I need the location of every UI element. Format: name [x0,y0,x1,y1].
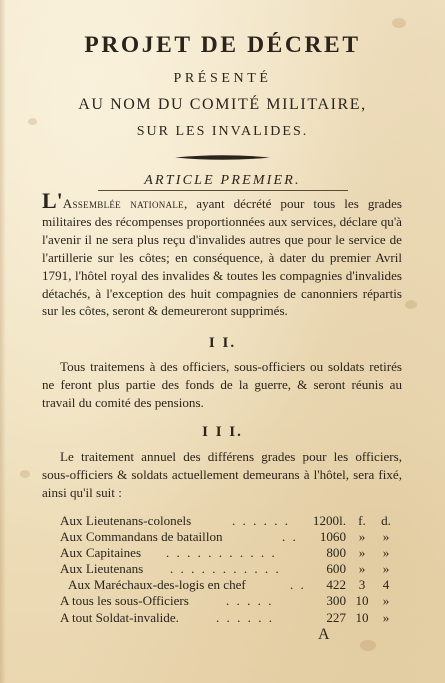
table-row [60,561,410,577]
section-number-2: I I. [208,335,237,351]
article-1-paragraph [42,188,402,320]
amount-livres: 800 [326,545,346,561]
dot-leader: . . [290,577,306,593]
article-1-text: , ayant décrété pour tous les grades militaires des récompenses proportionnées aux services, déclare qu'à l'avenir il ne sera plus reçu d'invalides autres que pour le service de l'artillerie sur les côtes; en conséquence, à dater du premier Avril 1791, l'hôtel royal des invalides & toutes les compagnies d'invalides détachés, à l'exception des huit compagnies de canonniers répartis sur les côtes, seront & demeureront supprimés. [42,196,402,319]
foxing-spot [360,640,376,651]
foxing-spot [392,18,406,28]
amount-sols: 10 [355,609,369,625]
amount-deniers: d. [381,513,391,528]
dot-leader: . . . . . . [232,513,291,528]
amount-livres: 1200l. [312,513,346,528]
section-number-3: I I I. [202,424,243,440]
amount-deniers: » [382,529,390,545]
dot-leader: . . [282,529,298,545]
dot-leader: . . . . . . . . . . . [166,545,277,561]
table-row [60,610,410,626]
drop-initial: L' [42,188,63,213]
grade-label: A tous les sous-Officiers [60,593,189,609]
amount-sols: f. [358,513,366,528]
amount-livres: 227 [326,609,346,625]
table-row [60,593,410,609]
amount-deniers: 4 [382,577,390,593]
grade-label: Aux Commandans de bataillon [60,529,223,545]
article-3-paragraph: Le traitement annuel des différens grades pour les officiers, sous-officiers & soldats actuellement demeurans à l'hôtel, sera fixé, ainsi qu'il suit : [42,449,402,500]
amount-livres: 300 [326,593,346,609]
signature-mark: A [318,626,330,643]
amount-livres: 600 [326,561,346,577]
amount-sols: » [358,545,366,561]
page-title: PROJET DE DÉCRET [84,32,361,58]
dot-leader: . . . . . [226,593,274,609]
amount-sols: 10 [355,593,369,609]
article-heading: ARTICLE PREMIER. [144,173,301,188]
dot-leader: . . . . . . . . . . . [170,561,281,577]
table-row [60,513,410,529]
grade-label: A tout Soldat-invalide. [60,609,179,625]
dot-leader: . . . . . . [216,609,275,625]
amount-deniers: » [382,545,390,561]
foxing-spot [20,470,30,478]
subtitle-invalides: SUR LES INVALIDES. [136,124,309,139]
amount-deniers: » [382,561,390,577]
grade-label: Aux Maréchaux-des-logis en chef [68,577,246,593]
table-row [60,529,410,545]
amount-deniers: » [382,593,390,609]
amount-livres: 422 [326,577,346,593]
grade-label: Aux Capitaines [60,545,142,561]
amount-livres: 1060 [319,529,346,545]
table-row [60,577,410,593]
heading-rule [98,190,348,191]
foxing-spot [405,300,417,309]
ornament-rule [174,154,271,161]
amount-sols: » [358,561,366,577]
amount-sols: » [358,529,366,545]
amount-deniers: » [382,609,390,625]
subtitle-committee: AU NOM DU COMITÉ MILITAIRE, [78,96,367,113]
grade-label: Aux Lieutenans [60,561,144,577]
table-row [60,545,410,561]
subtitle-presented: PRÉSENTÉ [173,71,272,86]
amount-sols: 3 [358,577,366,593]
pay-table [60,513,410,626]
grade-label: Aux Lieutenans-colonels [60,513,192,528]
article-2-paragraph: Tous traitemens à des officiers, sous-officiers ou soldats retirés ne feront plus partie des fonds de la guerre, & seront réunis au travail du comité des pensions. [42,359,402,410]
assembly-name: Assemblée nationale [62,196,184,211]
